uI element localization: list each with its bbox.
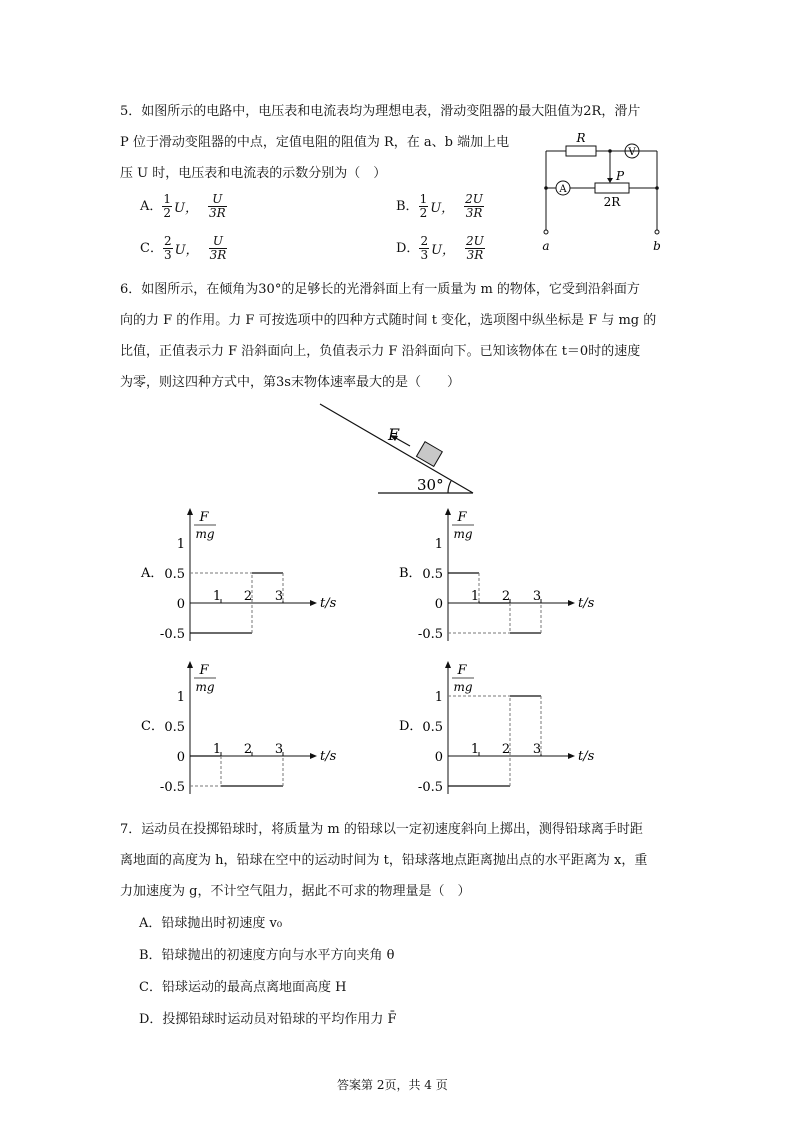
y-label-den: mg [453, 527, 473, 541]
graph-option-label: A． [141, 566, 164, 581]
x-axis-arrow [568, 600, 575, 606]
q7-line-2: 离地面的高度为 h，铅球在空中的运动时间为 t，铅球落地点距离抛出点的水平距离为 x，重 [120, 853, 648, 868]
y-label-num: F [199, 510, 209, 525]
x-axis-arrow [310, 753, 317, 759]
x-axis-arrow [310, 600, 317, 606]
q7-option-a: A．铅球抛出时初速度 v₀ [139, 916, 283, 931]
fraction: $\frac{2U}{3R}$ [465, 192, 483, 220]
y-label-den: mg [195, 527, 215, 541]
page-footer: 答案第 2页，共 4 页 [337, 1078, 448, 1092]
graph-a [135, 505, 337, 655]
x-tick-label: 2 [243, 589, 253, 604]
incline-diagram [310, 400, 480, 500]
q6-line-1: 6．如图所示，在倾角为30°的足够长的光滑斜面上有一质量为 m 的物体，它受到沿斜面方 [120, 282, 640, 297]
x-tick-label: 2 [501, 742, 511, 757]
y-tick-label: -0.5 [417, 627, 443, 642]
var-u: U， [174, 243, 199, 258]
x-tick-label: 3 [274, 742, 284, 757]
y-axis-arrow [187, 508, 193, 515]
option-label: A． [140, 199, 163, 214]
y-label-num: F [199, 663, 209, 678]
var-u: U， [174, 201, 198, 216]
fraction: $\frac{U}{3R}$ [209, 192, 226, 220]
graph-d [393, 658, 595, 808]
q5-option-d [396, 235, 485, 262]
y-label-num: F [457, 663, 467, 678]
x-tick-label: 1 [212, 589, 222, 604]
x-label: t/s [320, 749, 337, 764]
y-tick-label: 0 [434, 750, 443, 765]
y-tick-label: -0.5 [159, 780, 185, 795]
x-tick-label: 3 [532, 742, 542, 757]
q7-line-1: 7．运动员在投掷铅球时，将质量为 m 的铅球以一定初速度斜向上掷出，测得铅球离手时距 [120, 822, 643, 837]
voltmeter-label: V [628, 147, 636, 158]
ammeter-label: A [559, 184, 567, 195]
q5-line-1: 5．如图所示的电路中，电压表和电流表均为理想电表，滑动变阻器的最大阻值为2R，滑片 [120, 104, 641, 119]
q5-option-a [140, 193, 227, 220]
force-f-label: F [388, 425, 400, 444]
var-u: U， [430, 201, 455, 216]
y-tick-label: 0.5 [164, 720, 185, 735]
terminal-b: b [653, 239, 661, 253]
y-label-den: mg [453, 680, 473, 694]
option-label: C． [140, 241, 163, 256]
angle-label: 30° [417, 476, 444, 494]
q5-line-3: 压 U 时，电压表和电流表的示数分别为（ ） [120, 166, 387, 181]
q5-option-c [140, 235, 227, 262]
y-tick-label: 0 [176, 750, 185, 765]
x-label: t/s [578, 596, 595, 611]
y-tick-label: 0.5 [422, 720, 443, 735]
y-tick-label: 1 [176, 537, 185, 552]
q7-option-d: D．投掷铅球时运动员对铅球的平均作用力 F̄ [139, 1012, 397, 1027]
y-axis-arrow [187, 661, 193, 668]
q5-line-2: P 位于滑动变阻器的中点，定值电阻的阻值为 R，在 a、b 端加上电 [120, 135, 510, 150]
q6-line-2: 向的力 F 的作用。力 F 可按选项中的四种方式随时间 t 变化，选项图中纵坐标是 F 与 mg 的 [120, 313, 657, 328]
x-label: t/s [320, 596, 337, 611]
q6-line-4: 为零，则这四种方式中，第3s末物体速率最大的是（ ） [120, 375, 460, 390]
option-label: D． [396, 241, 420, 256]
x-axis-arrow [568, 753, 575, 759]
terminal-a: a [542, 239, 550, 253]
x-tick-label: 2 [243, 742, 253, 757]
fraction: $\frac{U}{3R}$ [209, 234, 227, 262]
graph-c [135, 658, 337, 808]
graph-b [393, 505, 595, 655]
x-tick-label: 1 [470, 589, 480, 604]
y-label-num: F [457, 510, 467, 525]
q7-option-b: B．铅球抛出的初速度方向与水平方向夹角 θ [139, 948, 395, 963]
circuit-r-label: R [576, 131, 586, 145]
x-tick-label: 1 [470, 742, 480, 757]
y-tick-label: 1 [176, 690, 185, 705]
x-tick-label: 1 [212, 742, 222, 757]
x-tick-label: 3 [274, 589, 284, 604]
x-tick-label: 2 [501, 589, 511, 604]
q5-option-b [396, 193, 484, 220]
rheostat-label: 2R [603, 195, 621, 209]
q7-line-3: 力加速度为 g，不计空气阻力，据此不可求的物理量是（ ） [120, 884, 471, 899]
y-axis-arrow [445, 661, 451, 668]
option-label: B． [396, 199, 419, 214]
graph-option-label: D． [399, 719, 423, 734]
x-label: t/s [578, 749, 595, 764]
graph-option-label: C． [141, 719, 164, 734]
y-tick-label: -0.5 [159, 627, 185, 642]
x-tick-label: 3 [532, 589, 542, 604]
fraction: $\frac{1}{2}$ [163, 192, 172, 220]
y-tick-label: 0 [434, 597, 443, 612]
fraction: $\frac{2}{3}$ [163, 234, 172, 262]
y-tick-label: 0.5 [422, 567, 443, 582]
y-axis-arrow [445, 508, 451, 515]
slider-p-label: P [616, 169, 625, 183]
var-u: U， [431, 243, 456, 258]
graph-option-label: B． [399, 566, 422, 581]
fraction: $\frac{2}{3}$ [420, 234, 429, 262]
q7-option-c: C．铅球运动的最高点离地面高度 H [139, 980, 347, 995]
y-tick-label: 1 [434, 690, 443, 705]
q6-line-3: 比值，正值表示力 F 沿斜面向上，负值表示力 F 沿斜面向下。已知该物体在 t＝0时的速度 [120, 344, 641, 359]
y-tick-label: 1 [434, 537, 443, 552]
fraction: $\frac{2U}{3R}$ [466, 234, 484, 262]
fraction: $\frac{1}{2}$ [419, 192, 428, 220]
q5-circuit-diagram [530, 126, 670, 258]
y-label-den: mg [195, 680, 215, 694]
y-tick-label: 0 [176, 597, 185, 612]
y-tick-label: -0.5 [417, 780, 443, 795]
y-tick-label: 0.5 [164, 567, 185, 582]
